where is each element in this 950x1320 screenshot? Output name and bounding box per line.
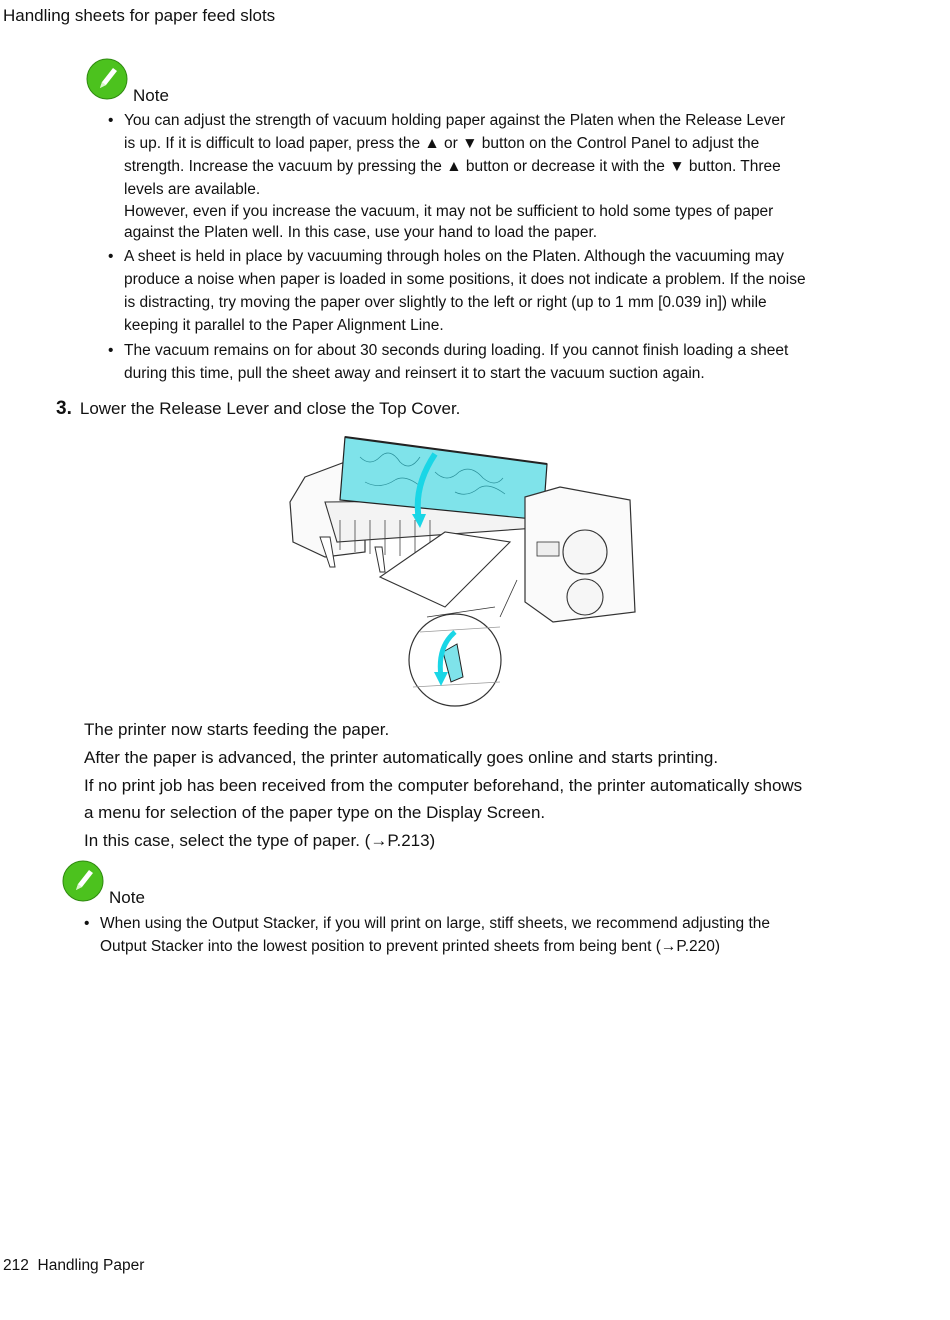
note-label: Note: [133, 86, 169, 105]
step-number: 3.: [56, 398, 72, 419]
roll-holder: [567, 579, 603, 615]
note-2-list: [84, 912, 844, 958]
note-1-item: • The vacuum remains on for about 30 seconds during loading. If you cannot finish loading a sheet during this time, pull the sheet away and reinsert it to start the vacuum suction again.: [108, 339, 848, 385]
note-label: Note: [109, 888, 145, 907]
page-footer: [3, 1257, 144, 1275]
note-1-item: • A sheet is held in place by vacuuming through holes on the Platen. Although the vacuuming may produce a noise when paper is loaded in some positions, it does not indicate a problem. If the noise is distracting, try moving the paper over slightly to the left or right (up to 1 mm [0.039 in]) while keeping it parallel to the Paper Alignment Line.: [108, 245, 848, 337]
section-name: Handling Paper: [37, 1257, 145, 1274]
note-2-item: • When using the Output Stacker, if you will print on large, stiff sheets, we recommend adjusting the Output Stacker into the lowest position to prevent printed sheets from being bent (→P.220): [84, 912, 844, 958]
printer-illustration: [285, 432, 640, 714]
control-panel: [537, 542, 559, 556]
roll-holder: [563, 530, 607, 574]
page-header: Handling sheets for paper feed slots: [3, 6, 276, 25]
pencil-note-icon: [62, 860, 104, 902]
paper-sheet: [380, 532, 510, 607]
step-text: Lower the Release Lever and close the Top Cover.: [79, 399, 461, 418]
printer-foot: [375, 547, 385, 572]
step-3: [56, 398, 460, 420]
body-text: The printer now starts feeding the paper. After the paper is advanced, the printer automatically goes online and starts printing. If no print job has been received from the computer beforehand, the printer automatically shows a menu for selection of the paper type on the Display Screen. In this case, select the type of paper. (→P.213): [84, 720, 803, 851]
note-1-item: • You can adjust the strength of vacuum holding paper against the Platen when the Release Lever is up. If it is difficult to load paper, press the ▲ or ▼ button on the Control Panel to adjust the strength. Increase the vacuum by pressing the ▲ button or decrease it with the ▼ button. Three levels are available. However, even if you increase the vacuum, it may not be sufficient to hold some types of paper against the Platen well. In this case, use your hand to load the paper.: [108, 109, 848, 243]
note-1-list: [108, 109, 848, 385]
pencil-note-icon: [86, 58, 128, 100]
page-number: 212: [3, 1257, 29, 1274]
